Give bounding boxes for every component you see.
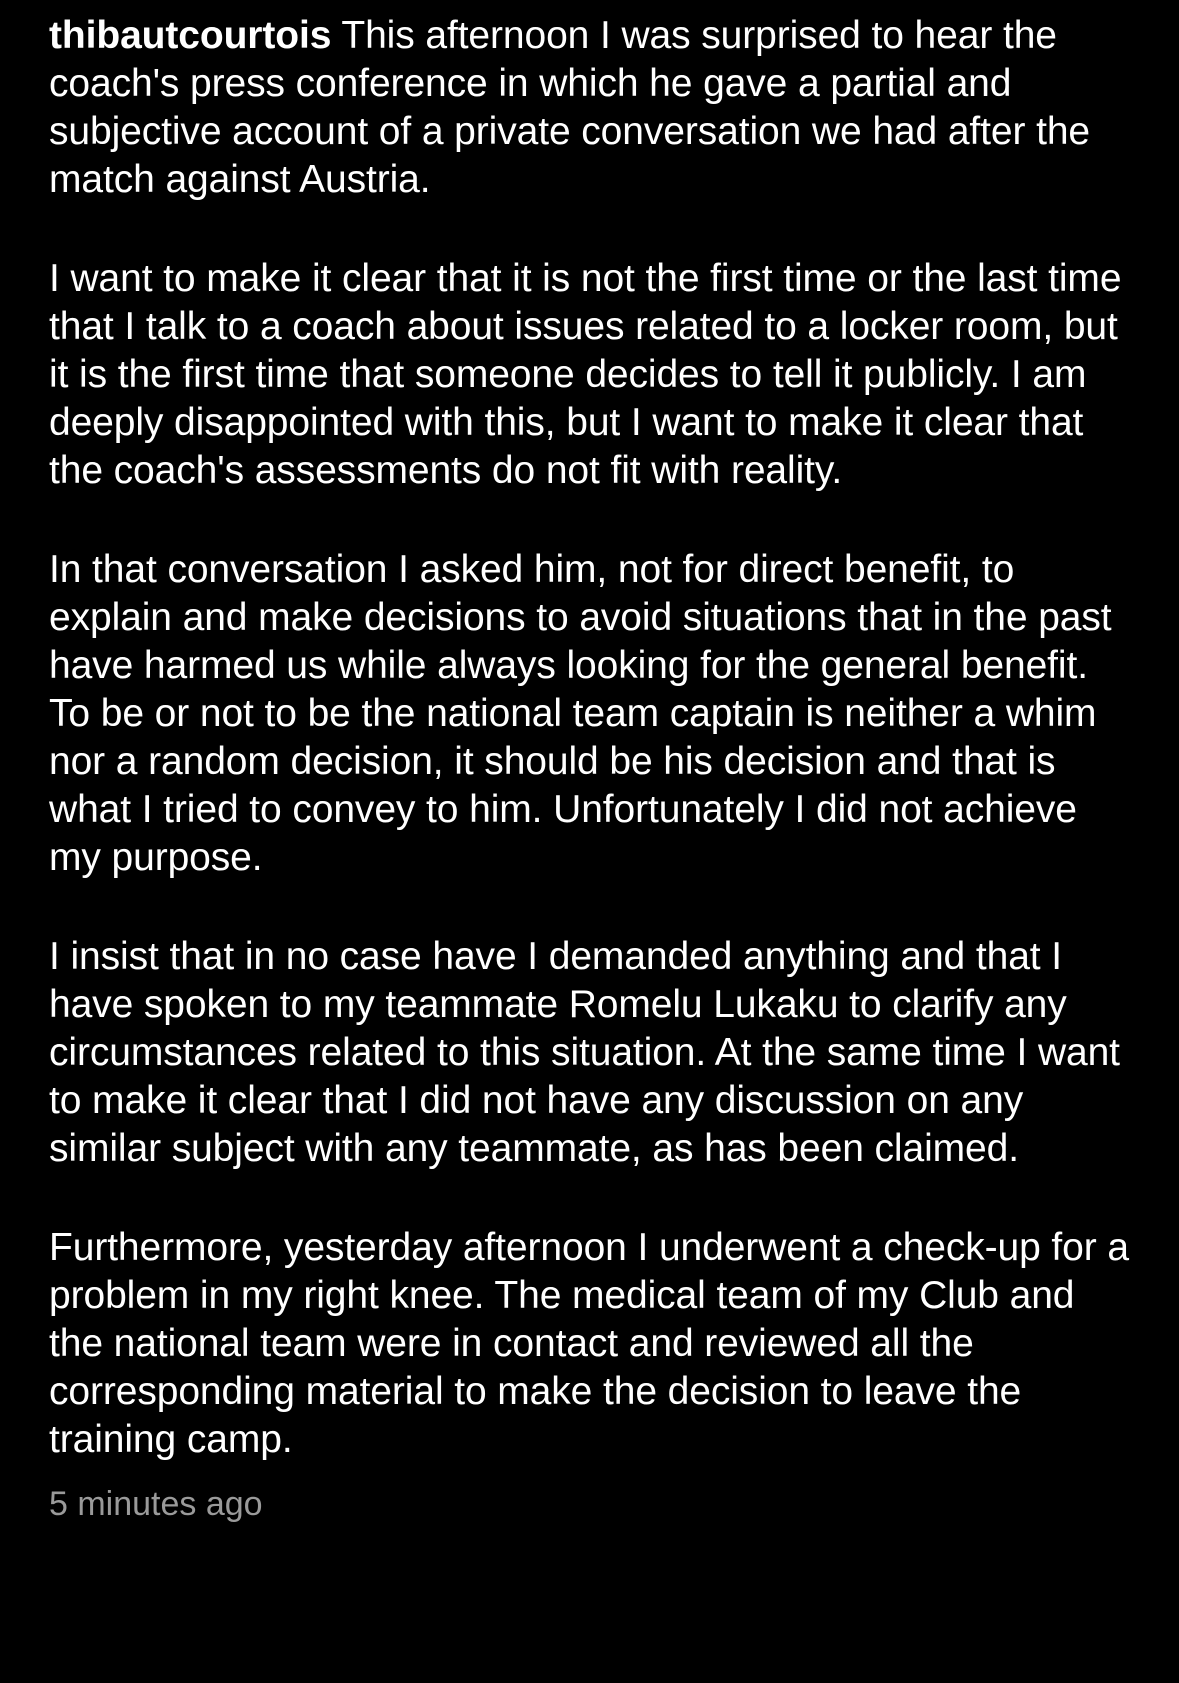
username-link[interactable]: thibautcourtois	[49, 14, 332, 57]
caption-paragraph-3: In that conversation I asked him, not for direct benefit, to explain and make decisions to avoid situations that in the past have harmed us while always looking for the general benefit. To be or not to be the national team captain is neither a whim nor a random decision, it should be his decision and that is what I tried to convey to him. Unfortunately I did not achieve my purpose.	[49, 548, 1112, 879]
caption-paragraph-5: Furthermore, yesterday afternoon I underwent a check-up for a problem in my right knee. The medical team of my Club and the national team were in contact and reviewed all the corresponding material to make the decision to leave the training camp.	[49, 1226, 1129, 1461]
caption-paragraph-2: I want to make it clear that it is not the first time or the last time that I talk to a coach about issues related to a locker room, but it is the first time that someone decides to tell it publicly. I am deeply disappointed with this, but I want to make it clear that the coach's assessments do not fit with reality.	[49, 257, 1122, 492]
post-timestamp[interactable]: 5 minutes ago	[49, 1485, 263, 1523]
caption-paragraph-1	[49, 12, 1131, 204]
caption-paragraph-4: I insist that in no case have I demanded anything and that I have spoken to my teammate Romelu Lukaku to clarify any circumstances related to this situation. At the same time I want to make it clear that I did not have any discussion on any similar subject with any teammate, as has been claimed.	[49, 935, 1120, 1170]
post-caption	[49, 12, 1131, 1524]
caption-text: This afternoon I was surprised to hear the coach's press conference in which he gave a partial and subjective account of a private conversation we had after the match against Austria.	[49, 14, 1091, 201]
